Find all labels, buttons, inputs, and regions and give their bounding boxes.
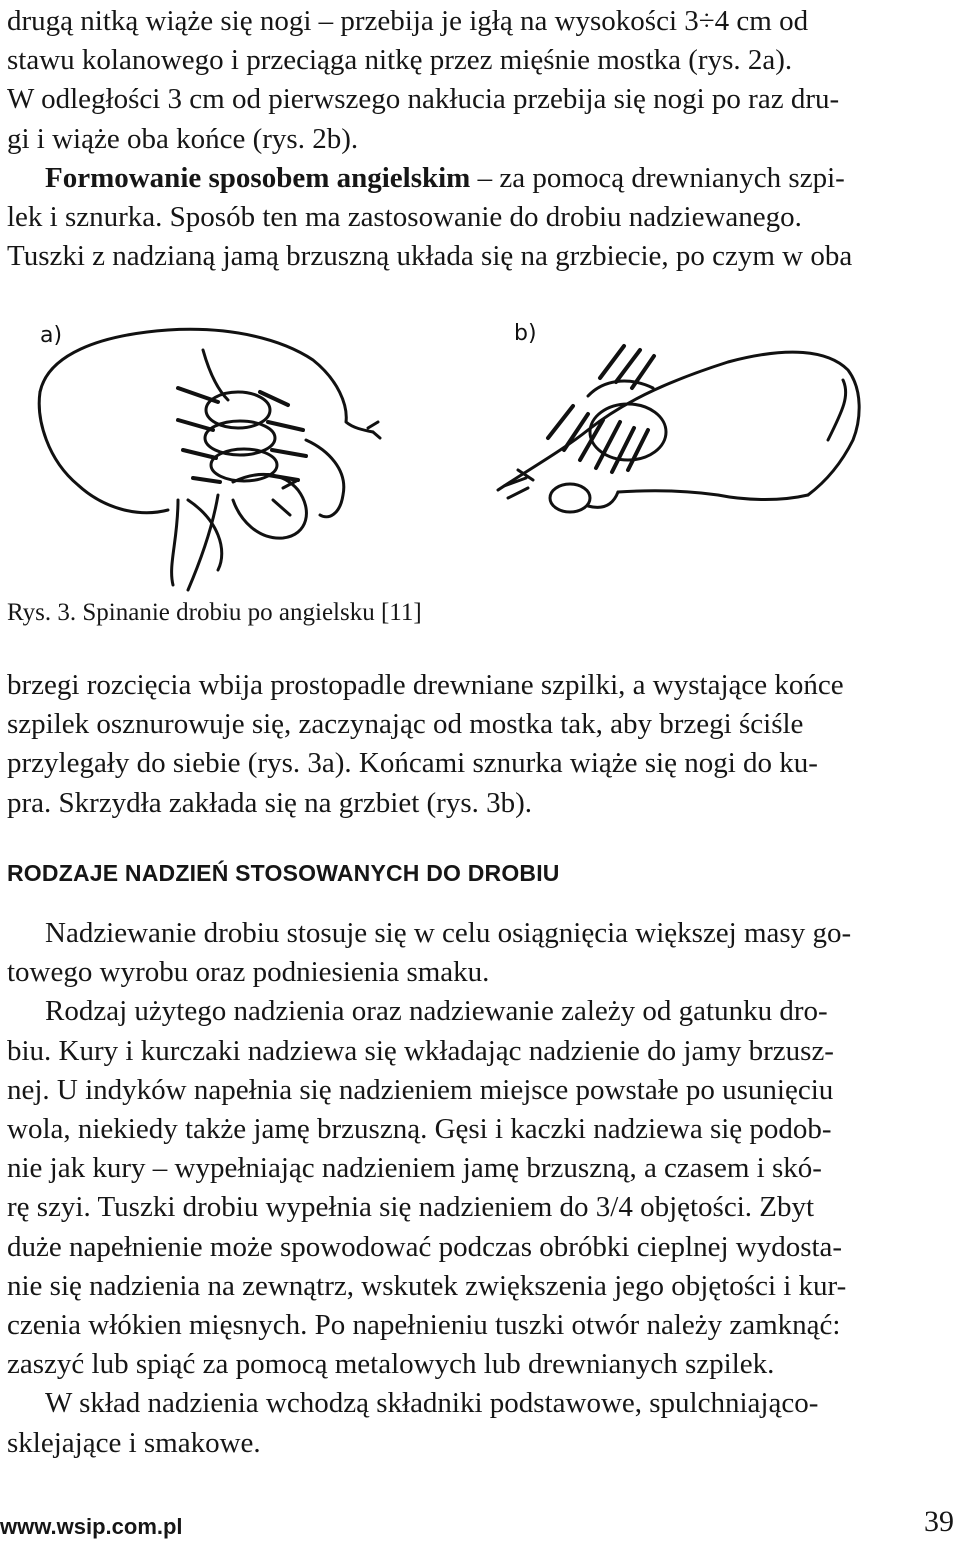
bottom-paragraph [7, 914, 955, 1463]
text-line: W skład nadzienia wchodzą składniki podstawowe, spulchniająco- [45, 1387, 819, 1420]
top-paragraph [7, 2, 955, 276]
text-line: lek i sznurka. Sposób ten ma zastosowanie do drobiu nadziewanego. [7, 201, 802, 234]
text-line: Rodzaj użytego nadzienia oraz nadziewanie zależy od gatunku dro- [45, 995, 828, 1028]
figure-label-a: a) [40, 323, 63, 348]
text-line: rę szyi. Tuszki drobiu wypełnia się nadzieniem do 3/4 objętości. Zbyt [7, 1191, 815, 1224]
text-line: towego wyrobu oraz podniesienia smaku. [7, 956, 490, 989]
middle-paragraph [7, 666, 955, 823]
text-line: stawu kolanowego i przeciąga nitkę przez mięśnie mostka (rys. 2a). [7, 44, 793, 77]
figure-caption: Rys. 3. Spinanie drobiu po angielsku [11] [7, 599, 422, 626]
section-heading: RODZAJE NADZIEŃ STOSOWANYCH DO DROBIU [7, 860, 560, 886]
text-line: Tuszki z nadzianą jamą brzuszną układa się na grzbiecie, po czym w oba [7, 240, 853, 273]
page-number: 39 [924, 1505, 954, 1538]
figure-a-drawing [39, 329, 380, 590]
publisher-url[interactable]: www.wsip.com.pl [0, 1514, 183, 1539]
bold-term: Formowanie sposobem angielskim [45, 161, 471, 194]
text-line: szpilek osznurowuje się, zaczynając od mostka tak, aby brzegi ściśle [7, 708, 804, 741]
figure-b-drawing [498, 346, 859, 512]
text-line: nej. U indyków napełnia się nadzieniem miejsce powstałe po usunięciu [7, 1073, 834, 1106]
text-line: pra. Skrzydła zakłada się na grzbiet (rys. 3b). [7, 786, 533, 819]
figure-illustration [28, 310, 888, 600]
text-line: duże napełnienie może spowodować podczas obróbki cieplnej wydosta- [7, 1230, 843, 1263]
text-line: brzegi rozcięcia wbija prostopadle drewniane szpilki, a wystające końce [7, 669, 844, 701]
text-line: wola, niekiedy także jamę brzuszną. Gęsi i kaczki nadziewa się podob- [7, 1113, 832, 1146]
text-line: biu. Kury i kurczaki nadziewa się wkładając nadzienie do jamy brzusz- [7, 1034, 834, 1067]
text-line: czenia włókien mięsnych. Po napełnieniu tuszki otwór należy zamknąć: [7, 1309, 841, 1342]
text-line: nie jak kury – wypełniając nadzieniem jamę brzuszną, a czasem i skó- [7, 1152, 822, 1185]
text-line: Nadziewanie drobiu stosuje się w celu osiągnięcia większej masy go- [45, 917, 852, 949]
text-run: – za pomocą drewnianych szpi- [470, 161, 845, 194]
text-line-with-bold-run [7, 159, 955, 198]
figure-label-b: b) [514, 321, 537, 346]
text-line: gi i wiąże oba końce (rys. 2b). [7, 122, 359, 155]
text-line: drugą nitką wiąże się nogi – przebija je igłą na wysokości 3÷4 cm od [7, 5, 809, 37]
text-line: zaszyć lub spiąć za pomocą metalowych lub drewnianych szpilek. [7, 1348, 775, 1381]
text-line: sklejające i smakowe. [7, 1426, 261, 1459]
text-line: W odległości 3 cm od pierwszego nakłucia przebija się nogi po raz dru- [7, 83, 840, 116]
text-line: przylegały do siebie (rys. 3a). Końcami sznurka wiąże się nogi do ku- [7, 747, 818, 780]
text-line: nie się nadzienia na zewnątrz, wskutek zwiększenia jego objętości i kur- [7, 1269, 847, 1302]
